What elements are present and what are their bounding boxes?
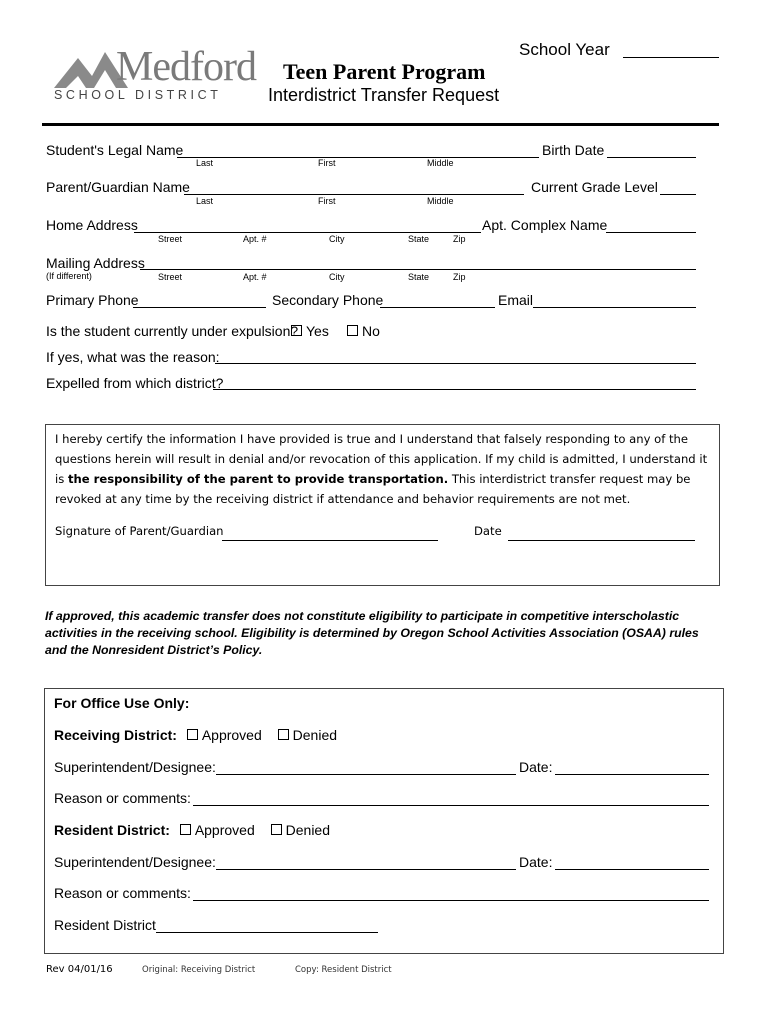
birth-date-label: Birth Date	[542, 142, 605, 158]
reason-label: If yes, what was the reason:	[46, 349, 220, 365]
no-label: No	[362, 323, 380, 339]
checkbox-icon	[278, 729, 289, 740]
receiving-date-field[interactable]	[555, 774, 709, 775]
school-year-label: School Year	[519, 40, 610, 59]
sublabel-zip: Zip	[453, 272, 466, 282]
expulsion-no-checkbox[interactable]	[347, 323, 380, 339]
school-year-field[interactable]	[623, 57, 719, 58]
mailing-address-field[interactable]	[140, 269, 696, 270]
receiving-district-label: Receiving District:	[54, 727, 177, 743]
certification-bold: the responsibility of the parent to provide transportation.	[67, 472, 449, 486]
email-label: Email	[498, 292, 534, 308]
resident-approved-checkbox[interactable]	[180, 822, 255, 838]
resident-date-field[interactable]	[555, 869, 709, 870]
header-rule	[42, 123, 719, 126]
office-heading: For Office Use Only:	[54, 695, 190, 711]
sublabel-middle: Middle	[427, 158, 454, 168]
home-address-field[interactable]	[134, 232, 481, 233]
if-different-note: (If different)	[46, 271, 92, 281]
expulsion-question: Is the student currently under expulsion?	[46, 323, 299, 339]
receiving-reason-field[interactable]	[193, 805, 709, 806]
expelled-district-label: Expelled from which district?	[46, 375, 224, 391]
office-use-box	[44, 688, 724, 954]
sublabel-first: First	[318, 158, 336, 168]
sublabel-street: Street	[158, 234, 183, 244]
certification-text	[55, 429, 711, 509]
sublabel-street: Street	[158, 272, 183, 282]
receiving-date-label: Date:	[519, 759, 553, 775]
receiving-district-row	[54, 727, 337, 743]
signature-field[interactable]	[222, 540, 438, 541]
logo-subtitle: SCHOOL DISTRICT	[54, 88, 222, 102]
page-title: Teen Parent Program	[283, 59, 486, 84]
page-subtitle: Interdistrict Transfer Request	[268, 85, 500, 105]
expulsion-yes-checkbox[interactable]	[291, 323, 329, 339]
reason-field[interactable]	[215, 363, 696, 364]
student-name-label: Student's Legal Name	[46, 142, 184, 158]
checkbox-icon	[291, 325, 302, 336]
denied-label: Denied	[285, 822, 331, 838]
mailing-address-label: Mailing Address	[46, 255, 145, 271]
receiving-superintendent-field[interactable]	[216, 774, 516, 775]
sublabel-middle: Middle	[427, 196, 454, 206]
receiving-approved-checkbox[interactable]	[187, 727, 262, 743]
eligibility-notice: If approved, this academic transfer does not constitute eligibility to participate in competitive interscholastic activities in the receiving school. Eligibility is determined by Oregon School Activities Association (OSAA) rules and the Nonresident District’s Policy.	[45, 609, 699, 657]
resident-date-label: Date:	[519, 854, 553, 870]
apt-complex-label: Apt. Complex Name	[482, 217, 608, 233]
sublabel-last: Last	[196, 158, 214, 168]
primary-phone-label: Primary Phone	[46, 292, 139, 308]
secondary-phone-field[interactable]	[380, 307, 495, 308]
sublabel-first: First	[318, 196, 336, 206]
student-name-field[interactable]	[177, 157, 539, 158]
resident-denied-checkbox[interactable]	[271, 822, 330, 838]
approved-label: Approved	[194, 822, 255, 838]
resident-reason-field[interactable]	[193, 900, 709, 901]
certification-part2: This interdistrict transfer request may be revoked at any time by the receiving district if attendance and behavior requirements are not met.	[55, 472, 691, 506]
approved-label: Approved	[201, 727, 262, 743]
sublabel-city: City	[329, 272, 345, 282]
sublabel-apt: Apt. #	[243, 234, 267, 244]
receiving-reason-label: Reason or comments:	[54, 790, 191, 806]
grade-level-label: Current Grade Level	[531, 179, 658, 195]
home-address-label: Home Address	[46, 217, 138, 233]
resident-district-row	[54, 822, 330, 838]
resident-district-name-label: Resident District	[54, 917, 156, 933]
sublabel-state: State	[408, 272, 430, 282]
grade-level-field[interactable]	[660, 194, 696, 195]
primary-phone-field[interactable]	[133, 307, 266, 308]
sublabel-city: City	[329, 234, 345, 244]
checkbox-icon	[180, 824, 191, 835]
footer-copy: Copy: Resident District	[295, 965, 392, 975]
sublabel-state: State	[408, 234, 430, 244]
birth-date-field[interactable]	[607, 157, 696, 158]
email-field[interactable]	[533, 307, 696, 308]
secondary-phone-label: Secondary Phone	[272, 292, 384, 308]
footer-original: Original: Receiving District	[142, 965, 256, 975]
certification-part1: I hereby certify the information I have provided is true and I understand that falsely responding to any of the questions herein will result in denial and/or revocation of this application. If my child is admitted, I understand it is	[55, 432, 708, 486]
resident-district-name-field[interactable]	[156, 932, 378, 933]
parent-name-label: Parent/Guardian Name	[46, 179, 190, 195]
sublabel-last: Last	[196, 196, 214, 206]
cert-date-label: Date	[474, 524, 502, 538]
parent-name-field[interactable]	[184, 194, 524, 195]
checkbox-icon	[187, 729, 198, 740]
certification-box	[45, 424, 720, 586]
resident-district-status-label: Resident District:	[54, 822, 170, 838]
sublabel-apt: Apt. #	[243, 272, 267, 282]
receiving-superintendent-label: Superintendent/Designee:	[54, 759, 216, 775]
yes-label: Yes	[306, 323, 329, 339]
cert-date-field[interactable]	[508, 540, 695, 541]
revision-date: Rev 04/01/16	[46, 964, 113, 975]
denied-label: Denied	[292, 727, 338, 743]
apt-complex-field[interactable]	[606, 232, 696, 233]
district-logo	[52, 42, 256, 104]
sublabel-zip: Zip	[453, 234, 466, 244]
receiving-denied-checkbox[interactable]	[278, 727, 337, 743]
resident-superintendent-field[interactable]	[216, 869, 516, 870]
checkbox-icon	[347, 325, 358, 336]
resident-reason-label: Reason or comments:	[54, 885, 191, 901]
logo-wordmark: Medford	[116, 44, 256, 90]
checkbox-icon	[271, 824, 282, 835]
expelled-district-field[interactable]	[213, 389, 696, 390]
resident-superintendent-label: Superintendent/Designee:	[54, 854, 216, 870]
signature-label: Signature of Parent/Guardian	[55, 524, 224, 538]
